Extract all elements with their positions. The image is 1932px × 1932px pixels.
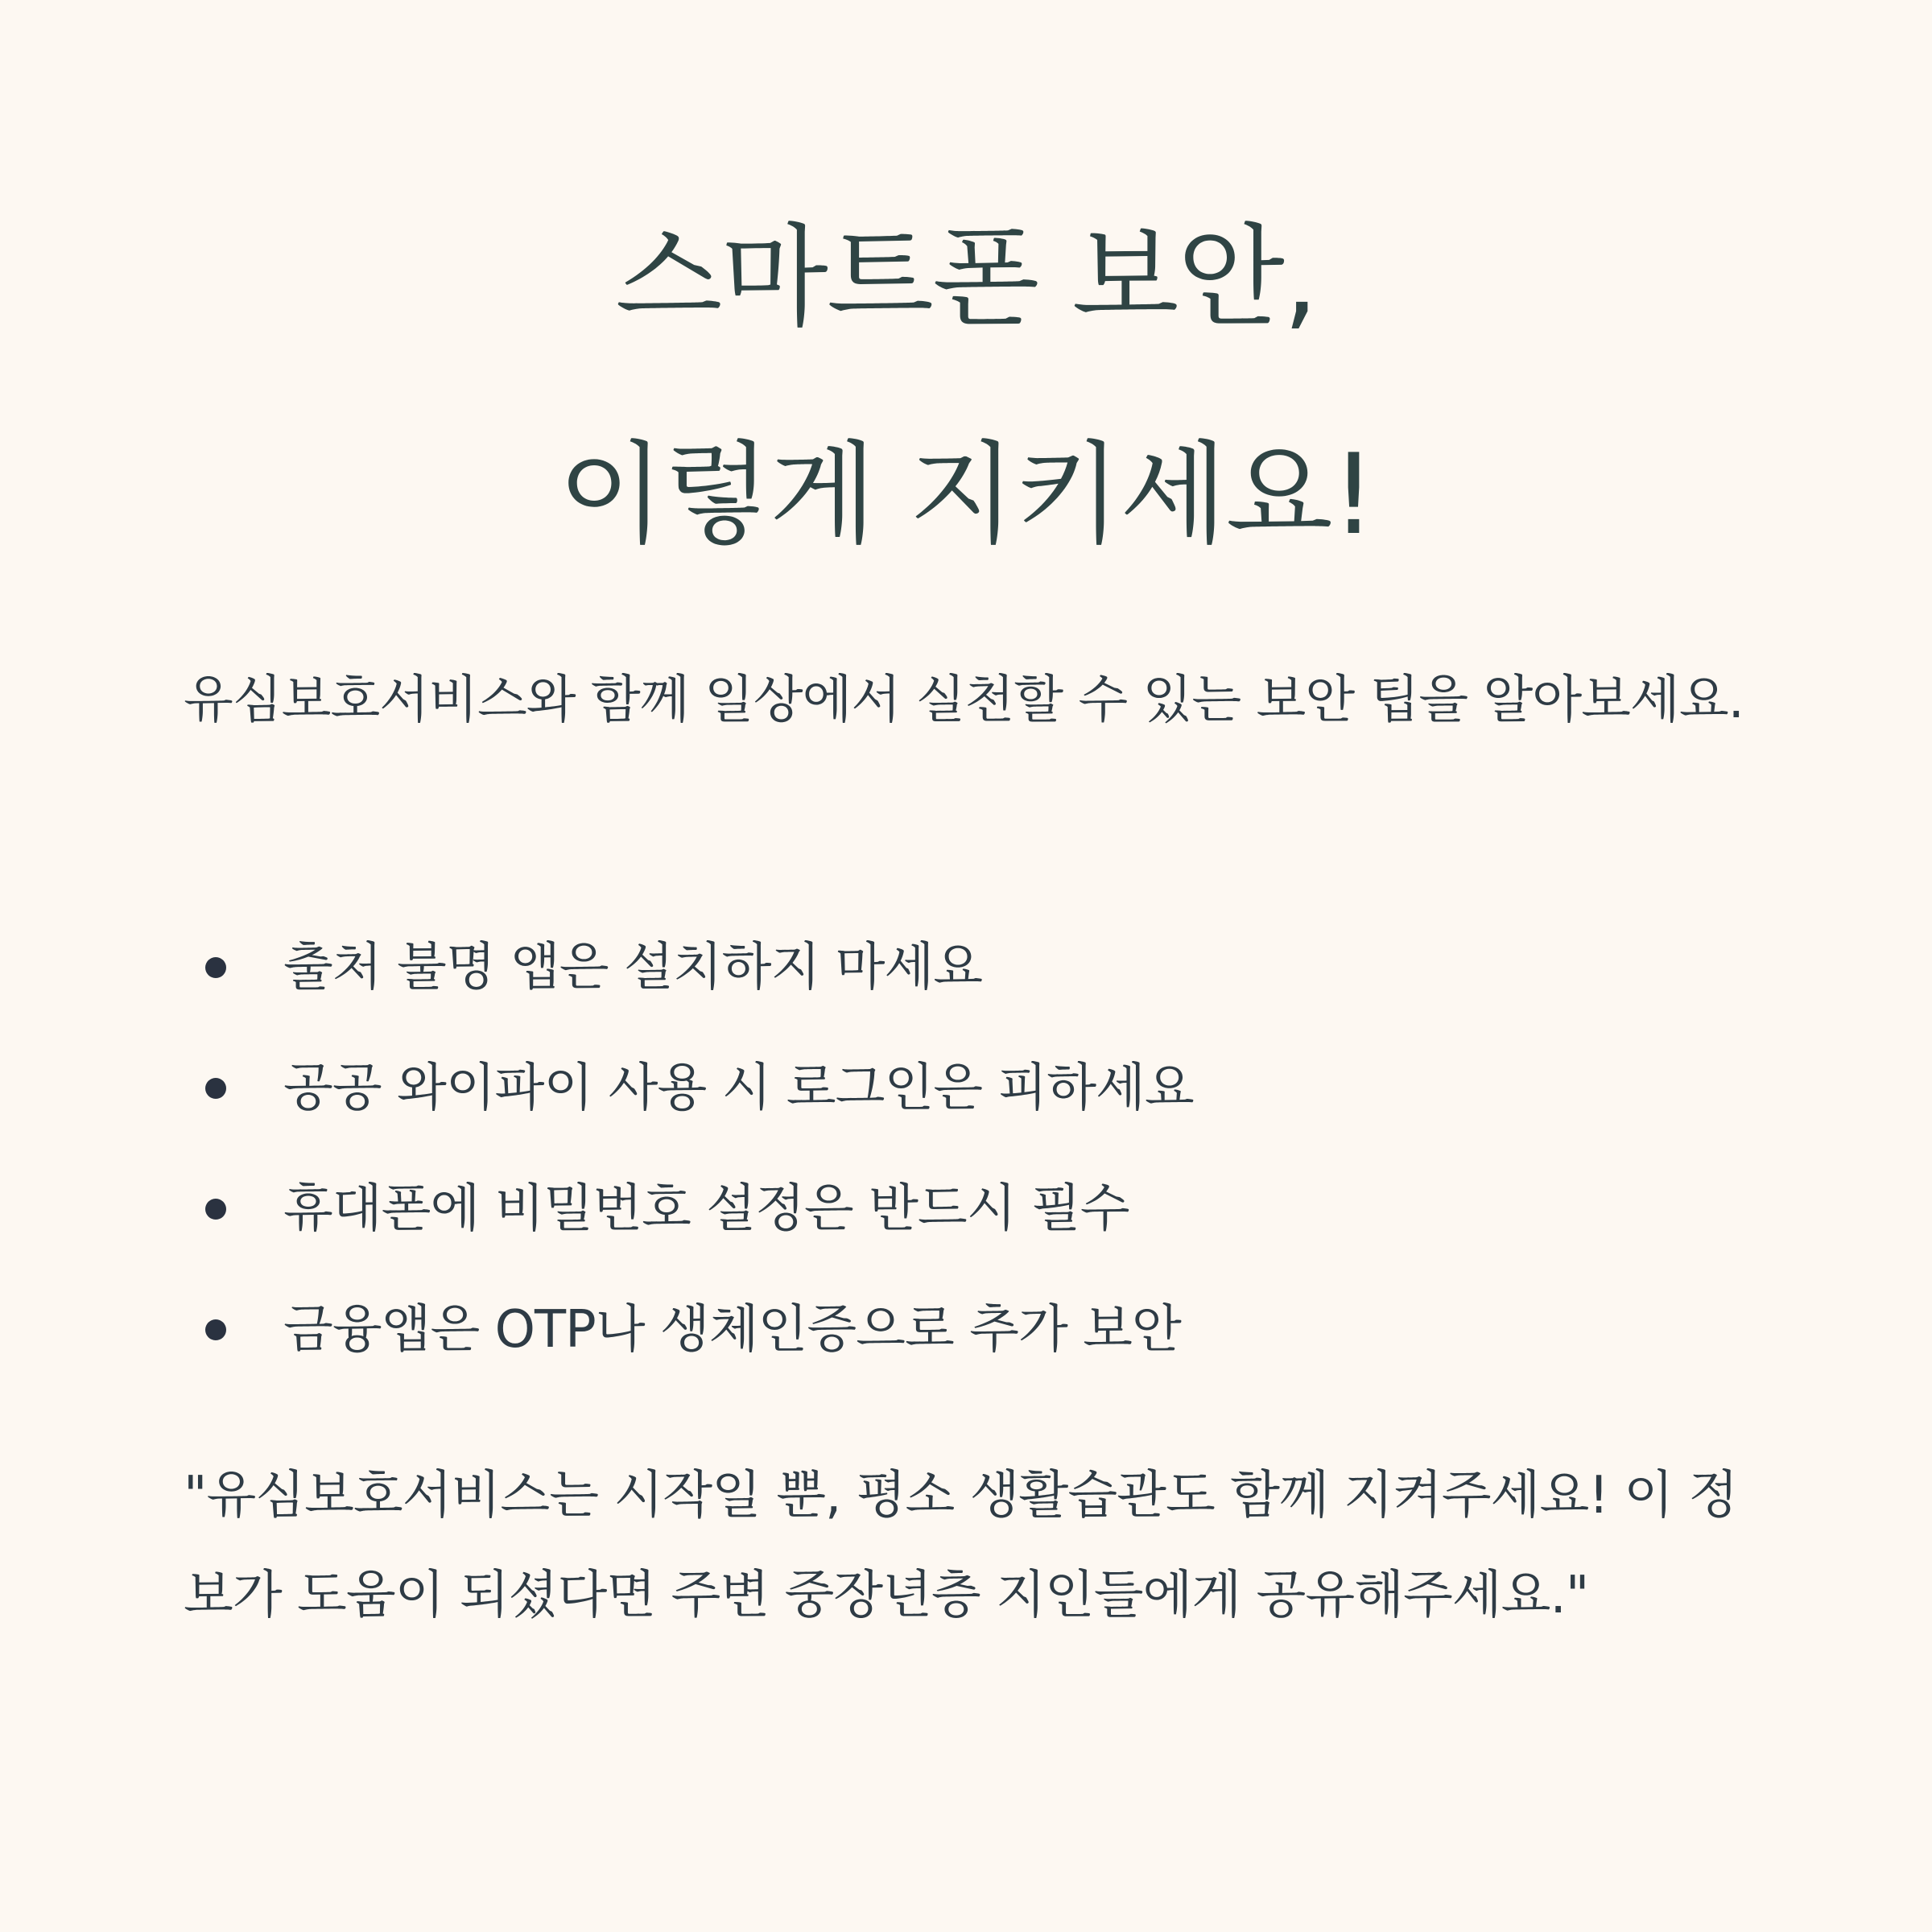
tip-text: 출처 불명 앱은 설치하지 마세요 [283, 938, 983, 997]
tips-list [184, 919, 1761, 1402]
tip-text: 휴대폰에 비밀번호 설정은 반드시 필수 [283, 1179, 1129, 1239]
bullet-icon [205, 1078, 226, 1099]
list-item [184, 1161, 1761, 1282]
list-item [184, 919, 1761, 1040]
intro-text: 유심보호서비스와 함께 일상에서 실천할 수 있는 보안 팁을 알아보세요. [184, 671, 1744, 730]
bullet-icon [205, 1199, 226, 1220]
list-item [184, 1282, 1761, 1402]
closing-quote: "유심보호서비스는 시작일 뿐, 평소 생활습관도 함께 지켜주세요! 이 정보가 도움이 되셨다면 주변 중장년층 지인들에게 공유해주세요." [184, 1466, 1738, 1625]
page-title [0, 169, 1932, 604]
title-line-1: 스마트폰 보안, [615, 213, 1317, 342]
bullet-icon [205, 957, 226, 978]
list-item [184, 1040, 1761, 1161]
tip-text: 공공 와이파이 사용 시 로그인은 피하세요 [283, 1059, 1194, 1118]
bullet-icon [205, 1319, 226, 1340]
tip-text: 금융앱은 OTP나 생체인증으로 추가 보안 [283, 1300, 1181, 1360]
title-line-2: 이렇게 지키세요! [557, 430, 1375, 559]
